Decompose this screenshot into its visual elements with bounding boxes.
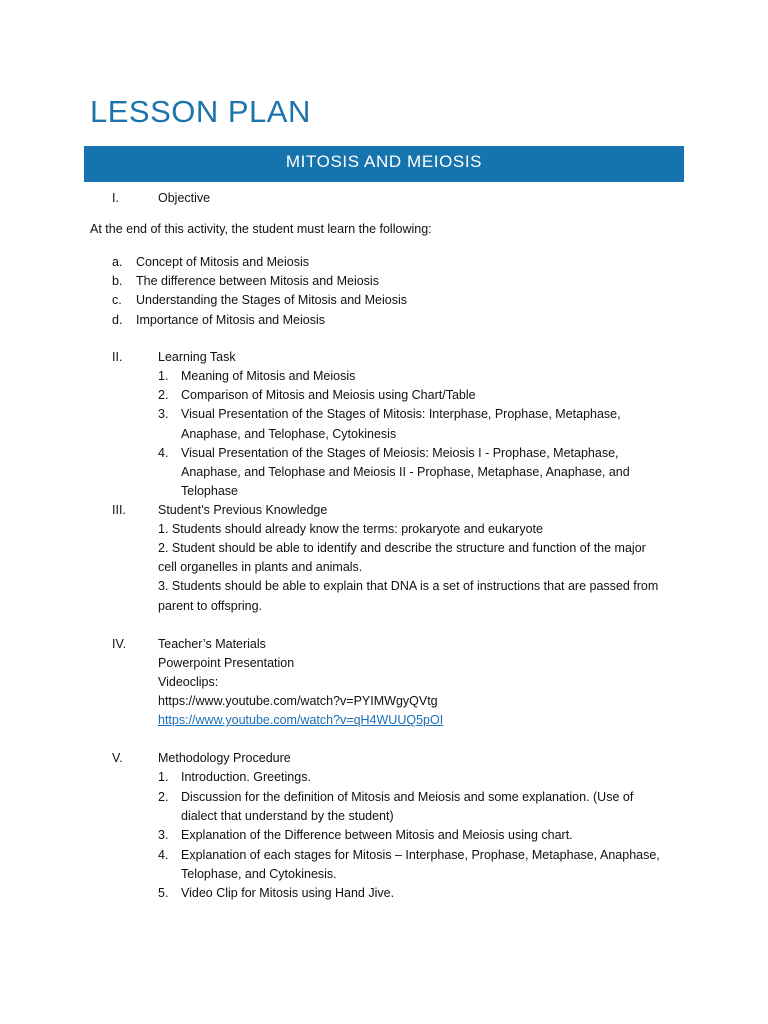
section-heading: Learning Task	[158, 350, 236, 364]
paragraph-line: 2. Student should be able to identify and describe the structure and function of the major	[158, 541, 646, 555]
list-marker: 4.	[158, 446, 169, 460]
list-marker: b.	[112, 274, 123, 288]
paragraph-line: cell organelles in plants and animals.	[158, 560, 363, 574]
list-item: Understanding the Stages of Mitosis and Meiosis	[136, 293, 407, 307]
list-item-continued: Telophase	[181, 484, 238, 498]
list-marker: c.	[112, 293, 122, 307]
section-number: II.	[112, 350, 123, 364]
list-marker: 3.	[158, 828, 169, 842]
section-heading: Student’s Previous Knowledge	[158, 503, 328, 517]
paragraph-line: parent to offspring.	[158, 599, 263, 613]
list-marker: 3.	[158, 407, 169, 421]
section-heading: Teacher’s Materials	[158, 637, 266, 651]
list-item-continued: dialect that understand by the student)	[181, 809, 394, 823]
list-item: Importance of Mitosis and Meiosis	[136, 313, 325, 327]
list-marker: 2.	[158, 388, 169, 402]
paragraph-line: 3. Students should be able to explain that DNA is a set of instructions that are passed from	[158, 579, 659, 593]
list-marker: d.	[112, 313, 123, 327]
list-marker: 5.	[158, 886, 169, 900]
list-item-continued: Anaphase, and Telophase, Cytokinesis	[181, 427, 397, 441]
section-heading: Methodology Procedure	[158, 751, 291, 765]
list-item: Introduction. Greetings.	[181, 770, 311, 784]
list-marker: a.	[112, 255, 123, 269]
list-item: Visual Presentation of the Stages of Mitosis: Interphase, Prophase, Metaphase,	[181, 407, 621, 421]
section-number: IV.	[112, 637, 127, 651]
list-item: Comparison of Mitosis and Meiosis using Chart/Table	[181, 388, 476, 402]
list-item: Discussion for the definition of Mitosis and Meiosis and some explanation. (Use of	[181, 790, 634, 804]
list-marker: 1.	[158, 770, 169, 784]
list-item: The difference between Mitosis and Meiosis	[136, 274, 379, 288]
list-marker: 1.	[158, 369, 169, 383]
page-title: LESSON PLAN	[90, 94, 311, 129]
list-item: Meaning of Mitosis and Meiosis	[181, 369, 356, 383]
list-item: Explanation of each stages for Mitosis – Interphase, Prophase, Metaphase, Anaphase,	[181, 848, 660, 862]
list-item: Visual Presentation of the Stages of Meiosis: Meiosis I - Prophase, Metaphase,	[181, 446, 619, 460]
list-item: Video Clip for Mitosis using Hand Jive.	[181, 886, 395, 900]
list-item-continued: Anaphase, and Telophase and Meiosis II - Prophase, Metaphase, Anaphase, and	[181, 465, 630, 479]
section-number: III.	[112, 503, 126, 517]
paragraph-line: 1. Students should already know the terms: prokaryote and eukaryote	[158, 522, 543, 536]
section-number: I.	[112, 191, 119, 205]
list-marker: 4.	[158, 848, 169, 862]
video-url-text: https://www.youtube.com/watch?v=PYIMWgyQVtg	[158, 694, 438, 708]
list-item: Concept of Mitosis and Meiosis	[136, 255, 309, 269]
intro-text: At the end of this activity, the student must learn the following:	[90, 222, 432, 236]
video-link[interactable]: https://www.youtube.com/watch?v=qH4WUUQ5pOI	[158, 713, 444, 727]
list-marker: 2.	[158, 790, 169, 804]
section-heading: Objective	[158, 191, 211, 205]
title-banner: MITOSIS AND MEIOSIS	[84, 146, 684, 182]
material-item: Powerpoint Presentation	[158, 656, 295, 670]
list-item: Explanation of the Difference between Mitosis and Meiosis using chart.	[181, 828, 573, 842]
section-number: V.	[112, 751, 123, 765]
list-item-continued: Telophase, and Cytokinesis.	[181, 867, 337, 881]
material-item: Videoclips:	[158, 675, 219, 689]
